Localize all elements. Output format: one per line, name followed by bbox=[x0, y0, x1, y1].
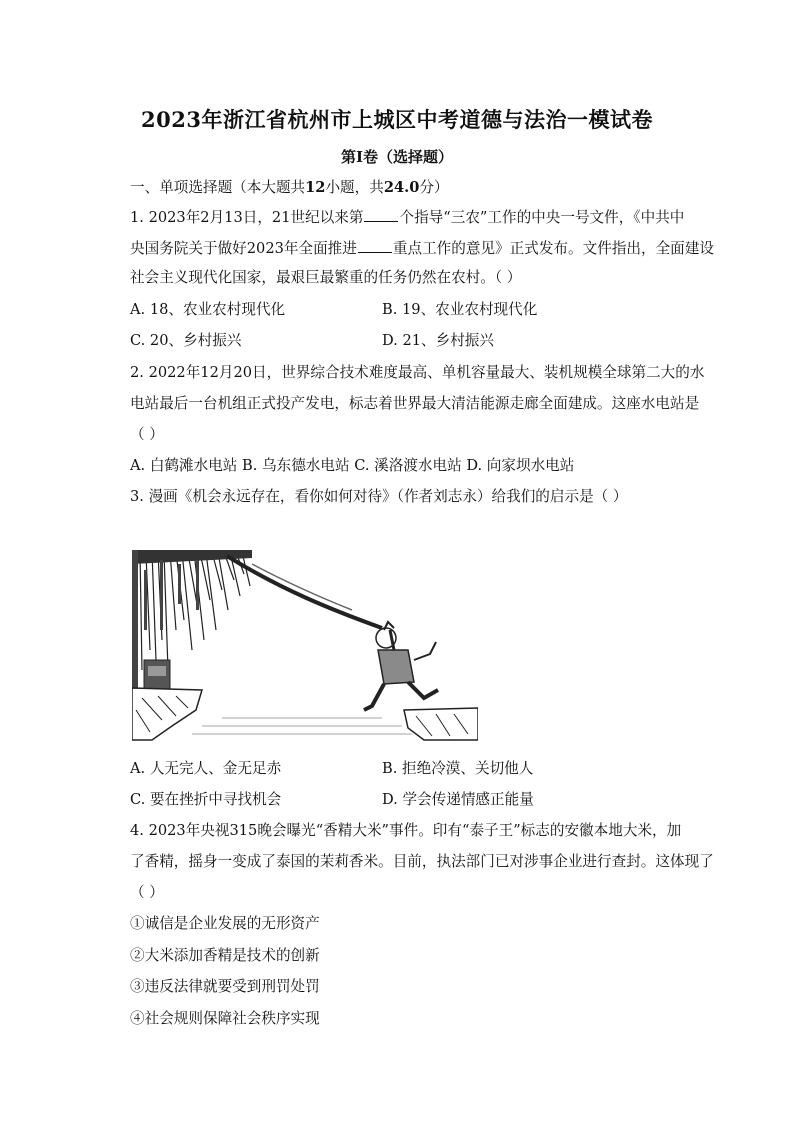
q1-option-d: D. 21、乡村振兴 bbox=[382, 332, 494, 349]
answer-blank bbox=[364, 207, 398, 222]
q4-statement-1: ①诚信是企业发展的无形资产 bbox=[130, 915, 320, 932]
question-3-line-1: 3. 漫画《机会永远存在，看你如何对待》（作者刘志永）给我们的启示是（ ） bbox=[130, 488, 628, 505]
question-2-line-3: （ ） bbox=[130, 426, 164, 443]
q1-option-c: C. 20、乡村振兴 bbox=[130, 332, 242, 349]
section-heading bbox=[130, 178, 449, 198]
q1-text-a: 1. 2023年2月13日，21世纪以来第 bbox=[130, 209, 364, 226]
q1-text-d: 重点工作的意见》正式发布。文件指出，全面建设 bbox=[392, 240, 714, 257]
question-4-line-3: （ ） bbox=[130, 884, 164, 901]
q1-text-b: 个指导“三农”工作的中央一号文件，《中共中 bbox=[399, 209, 685, 226]
q4-statement-2: ②大米添加香精是技术的创新 bbox=[130, 947, 320, 964]
q3-option-c: C. 要在挫折中寻找机会 bbox=[130, 791, 282, 808]
question-2-line-1: 2. 2022年12月20日，世界综合技术难度最高、单机容量最大、装机规模全球第二大的水 bbox=[130, 364, 705, 381]
cartoon-image bbox=[132, 550, 478, 742]
q1-text-c: 央国务院关于做好2023年全面推进 bbox=[130, 240, 357, 257]
q2-options: A. 白鹤滩水电站 B. 乌东德水电站 C. 溪洛渡水电站 D. 向家坝水电站 bbox=[130, 457, 575, 474]
section-count: 12 bbox=[305, 179, 326, 196]
q1-option-b: B. 19、农业农村现代化 bbox=[382, 301, 538, 318]
question-1-line-3: 社会主义现代化国家，最艰巨最繁重的任务仍然在农村。（ ） bbox=[130, 269, 522, 286]
q4-statement-4: ④社会规则保障社会秩序实现 bbox=[130, 1010, 320, 1027]
question-1-line-2 bbox=[130, 238, 714, 259]
question-4-line-2: 了香精，摇身一变成了泰国的茉莉香米。目前，执法部门已对涉事企业进行查封。这体现了 bbox=[130, 853, 714, 870]
section-prefix: 一、单项选择题（本大题共 bbox=[130, 179, 306, 196]
q1-option-a: A. 18、农业农村现代化 bbox=[130, 301, 286, 318]
volume-subtitle: 第I卷（选择题） bbox=[340, 148, 454, 166]
q3-option-a: A. 人无完人、金无足赤 bbox=[130, 760, 282, 777]
section-score: 24.0 bbox=[383, 179, 420, 196]
question-1-line-1 bbox=[130, 207, 684, 228]
question-2-line-2: 电站最后一台机组正式投产发电，标志着世界最大清洁能源走廊全面建成。这座水电站是 bbox=[130, 395, 700, 412]
q3-option-d: D. 学会传递情感正能量 bbox=[382, 791, 534, 808]
question-4-line-1: 4. 2023年央视315晚会曝光“香精大米”事件。印有“泰子王”标志的安徽本地大米，加 bbox=[130, 822, 682, 839]
q3-option-b: B. 拒绝冷漠、关切他人 bbox=[382, 760, 534, 777]
q4-statement-3: ③违反法律就要受到刑罚处罚 bbox=[130, 978, 320, 995]
answer-blank bbox=[358, 238, 392, 253]
section-mid: 小题，共 bbox=[325, 179, 384, 196]
page-title: 2023年浙江省杭州市上城区中考道德与法治一模试卷 bbox=[141, 107, 653, 132]
section-suffix: 分） bbox=[419, 179, 449, 196]
